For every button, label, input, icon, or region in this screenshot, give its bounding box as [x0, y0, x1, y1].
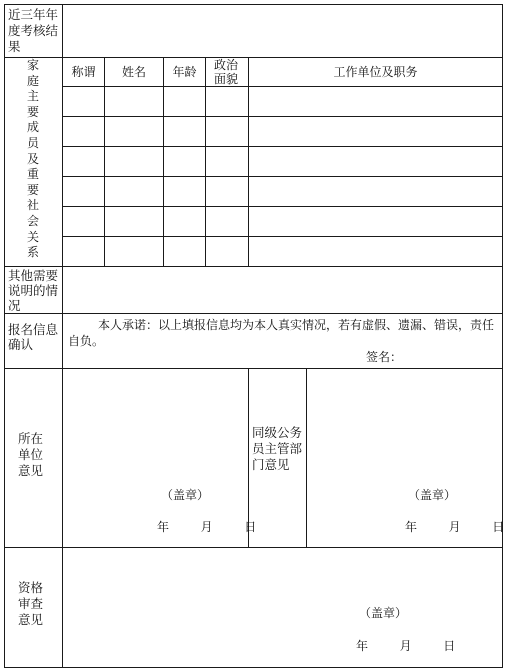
- other-info-label: 其他需要说明的情况: [8, 268, 59, 313]
- rule: [62, 146, 503, 147]
- unit-seal: （盖章）: [161, 488, 210, 502]
- confirm-label: 报名信息确认: [8, 322, 59, 352]
- rule: [4, 667, 503, 668]
- dept-seal: （盖章）: [408, 488, 457, 502]
- dept-opinion-label: 同级公务员主管部门意见: [252, 425, 303, 472]
- rule: [4, 57, 503, 58]
- rule: [4, 4, 503, 5]
- review-seal: （盖章）: [359, 606, 408, 620]
- col-header-employer-position: 工作单位及职务: [333, 65, 418, 79]
- rule: [4, 4, 5, 668]
- col-header-title: 称谓: [71, 65, 96, 79]
- rule: [306, 368, 307, 548]
- pledge-text: 本人承诺：以上填报信息均为本人真实情况，若有虚假、遗漏、错误，责任自负。: [68, 318, 495, 348]
- review-date: 年 月 日: [356, 639, 456, 653]
- rule: [205, 57, 206, 267]
- rule: [163, 57, 164, 267]
- rule: [62, 236, 503, 237]
- rule: [4, 266, 503, 267]
- rule: [4, 313, 503, 314]
- rule: [104, 57, 105, 267]
- assessment-label: 近三年年度考核结果: [8, 7, 59, 54]
- review-label: 资格审查意见: [18, 580, 44, 627]
- dept-date: 年 月 日: [405, 520, 505, 534]
- col-header-age: 年龄: [172, 65, 197, 79]
- unit-opinion-label: 所在单位意见: [18, 431, 44, 478]
- col-header-name: 姓名: [121, 65, 146, 79]
- rule: [248, 57, 249, 267]
- rule: [62, 176, 503, 177]
- rule: [502, 4, 503, 668]
- unit-date: 年 月 日: [157, 520, 257, 534]
- rule: [4, 547, 503, 548]
- rule: [62, 86, 503, 87]
- rule: [62, 116, 503, 117]
- rule: [4, 368, 503, 369]
- signature-label: 签名：: [366, 350, 403, 364]
- col-header-political-status: 政治面貌: [213, 58, 238, 86]
- rule: [62, 206, 503, 207]
- family-label: 家庭主要成员及重要社会关系: [26, 58, 39, 260]
- rule: [62, 4, 63, 668]
